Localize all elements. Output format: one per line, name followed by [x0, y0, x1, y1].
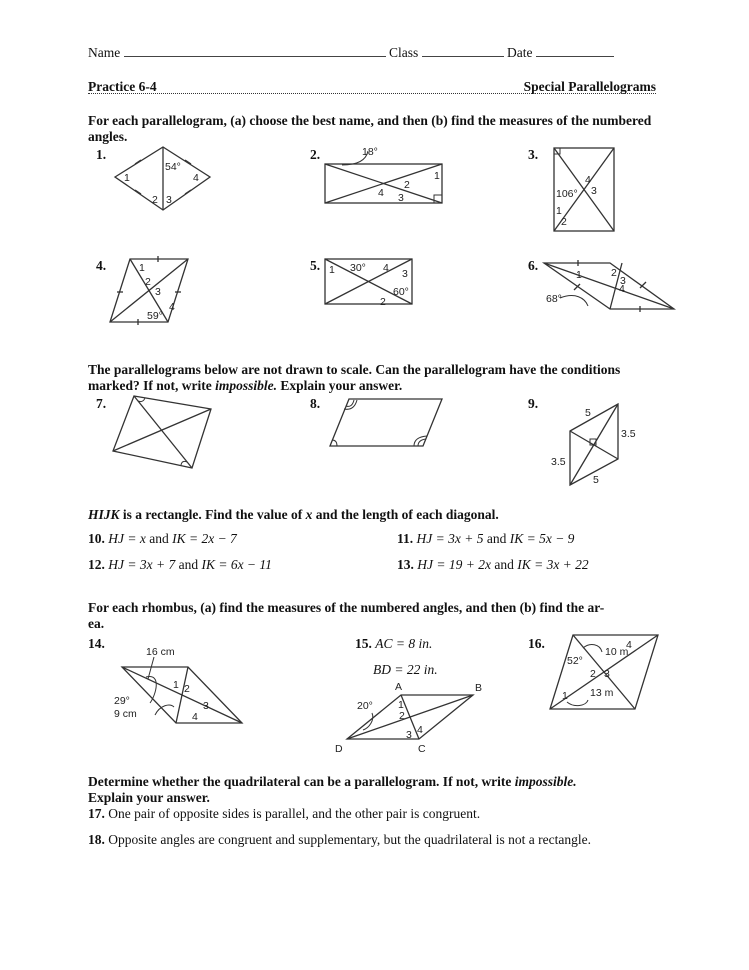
- svg-text:29°: 29°: [114, 695, 130, 707]
- svg-text:3: 3: [406, 729, 412, 741]
- problem-number: 16.: [528, 636, 545, 651]
- svg-text:3: 3: [155, 286, 161, 298]
- svg-text:5: 5: [585, 407, 591, 419]
- svg-text:1: 1: [329, 264, 335, 276]
- rhombus-figure-6: [540, 258, 670, 313]
- rhombus-figure-4: [110, 255, 230, 330]
- svg-text:20°: 20°: [357, 700, 373, 712]
- rhombus-figure-14: [110, 645, 260, 730]
- svg-text:2: 2: [152, 194, 158, 206]
- svg-text:2: 2: [184, 683, 190, 695]
- section1-instructions: For each parallelogram, (a) choose the best name, and then (b) find the measures of the numbered angles.: [88, 113, 652, 144]
- svg-text:3: 3: [591, 185, 597, 197]
- svg-text:1: 1: [398, 699, 404, 711]
- svg-text:4: 4: [417, 724, 423, 736]
- svg-text:2: 2: [380, 296, 386, 308]
- rhombus-figure-9: [545, 395, 665, 495]
- problem-number: 3.: [528, 147, 539, 162]
- problem-10: 10. HJ = x and IK = 2x − 7: [88, 531, 237, 546]
- svg-text:4: 4: [585, 174, 591, 186]
- svg-text:60°: 60°: [393, 286, 409, 298]
- problem-number: 4.: [96, 258, 107, 273]
- problem-number: 2.: [310, 147, 321, 162]
- parallelogram-figure-8: [330, 396, 450, 451]
- svg-text:4: 4: [383, 262, 389, 274]
- problem-13: 13. HJ = 19 + 2x and IK = 3x + 22: [397, 557, 589, 572]
- svg-text:B: B: [475, 682, 483, 694]
- svg-text:A: A: [395, 681, 403, 693]
- svg-text:2: 2: [145, 276, 151, 288]
- rectangle-figure-3: [550, 145, 620, 235]
- header-fields: [88, 44, 614, 61]
- svg-text:5: 5: [593, 474, 599, 486]
- svg-text:3.5: 3.5: [621, 428, 636, 440]
- problem-number: 5.: [310, 258, 321, 273]
- svg-text:54°: 54°: [165, 161, 181, 173]
- problem-12: 12. HJ = 3x + 7 and IK = 6x − 11: [88, 557, 272, 572]
- rhombus-figure-1: [110, 145, 220, 220]
- svg-text:3: 3: [203, 700, 209, 712]
- rectangle-figure-2: [320, 145, 450, 210]
- svg-text:C: C: [418, 743, 426, 755]
- svg-text:68°: 68°: [546, 293, 562, 305]
- date-label: Date: [507, 45, 533, 60]
- svg-text:52°: 52°: [567, 655, 583, 667]
- svg-text:16 cm: 16 cm: [146, 646, 175, 658]
- svg-text:9 cm: 9 cm: [114, 708, 137, 720]
- svg-text:18°: 18°: [362, 146, 378, 158]
- problem-15-given-1: 15. AC = 8 in.: [355, 636, 433, 651]
- svg-text:10 m: 10 m: [605, 646, 629, 658]
- problem-number: 7.: [96, 396, 107, 411]
- svg-text:1: 1: [576, 269, 582, 281]
- svg-text:13 m: 13 m: [590, 687, 614, 699]
- problem-18: 18. Opposite angles are congruent and supplementary, but the quadrilateral is not a rectangle.: [88, 832, 591, 847]
- date-field[interactable]: [536, 44, 614, 57]
- svg-text:4: 4: [192, 711, 198, 723]
- section4-instructions: For each rhombus, (a) find the measures of the numbered angles, and then (b) find the ar- ea.: [88, 600, 605, 631]
- svg-text:4: 4: [169, 301, 175, 313]
- problem-number: 6.: [528, 258, 539, 273]
- svg-text:3: 3: [402, 268, 408, 280]
- svg-text:1: 1: [556, 205, 562, 217]
- svg-text:4: 4: [619, 283, 625, 295]
- svg-text:1: 1: [173, 679, 179, 691]
- svg-text:2: 2: [611, 267, 617, 279]
- svg-text:3: 3: [398, 192, 404, 204]
- svg-text:2: 2: [404, 179, 410, 191]
- svg-text:2: 2: [590, 668, 596, 680]
- problem-number: 14.: [88, 636, 105, 651]
- practice-title: Practice 6-4: [88, 79, 157, 94]
- name-field[interactable]: [124, 44, 386, 57]
- problem-number: 9.: [528, 396, 539, 411]
- parallelogram-figure-7: [110, 394, 210, 469]
- class-field[interactable]: [422, 44, 504, 57]
- svg-text:3: 3: [166, 194, 172, 206]
- svg-text:1: 1: [139, 262, 145, 274]
- problem-17: 17. One pair of opposite sides is parallel, and the other pair is congruent.: [88, 806, 481, 821]
- class-label: Class: [388, 45, 419, 60]
- problem-number: 8.: [310, 396, 321, 411]
- svg-text:2: 2: [561, 216, 567, 228]
- section3-instructions: HIJK is a rectangle. Find the value of x and the length of each diagonal.: [88, 507, 499, 522]
- svg-text:1: 1: [562, 690, 568, 702]
- rhombus-figure-15: [335, 678, 505, 753]
- svg-text:30°: 30°: [350, 262, 366, 274]
- problem-15-given-2: BD = 22 in.: [373, 662, 438, 677]
- svg-text:106°: 106°: [556, 188, 578, 200]
- svg-text:D: D: [335, 743, 343, 755]
- rhombus-figure-16: [550, 632, 670, 712]
- svg-text:59°: 59°: [147, 310, 163, 322]
- name-label: Name: [88, 45, 121, 60]
- svg-text:4: 4: [378, 187, 384, 199]
- svg-text:2: 2: [399, 710, 405, 722]
- svg-text:4: 4: [626, 639, 632, 651]
- section2-instructions: The parallelograms below are not drawn to scale. Can the parallelogram have the conditions marked? If not, write impossible. Explain your answer.: [88, 362, 621, 393]
- svg-text:3: 3: [620, 275, 626, 287]
- problem-number: 1.: [96, 147, 107, 162]
- rectangle-figure-5: [320, 255, 420, 310]
- svg-text:4: 4: [193, 172, 199, 184]
- topic-title: Special Parallelograms: [523, 79, 656, 94]
- svg-text:1: 1: [124, 172, 130, 184]
- svg-text:3.5: 3.5: [551, 456, 566, 468]
- header-divider: [88, 93, 656, 94]
- svg-text:3: 3: [604, 668, 610, 680]
- svg-text:1: 1: [434, 170, 440, 182]
- section5-instructions: Determine whether the quadrilateral can be a parallelogram. If not, write impossible. Explain your answer.: [88, 774, 577, 805]
- problem-11: 11. HJ = 3x + 5 and IK = 5x − 9: [397, 531, 575, 546]
